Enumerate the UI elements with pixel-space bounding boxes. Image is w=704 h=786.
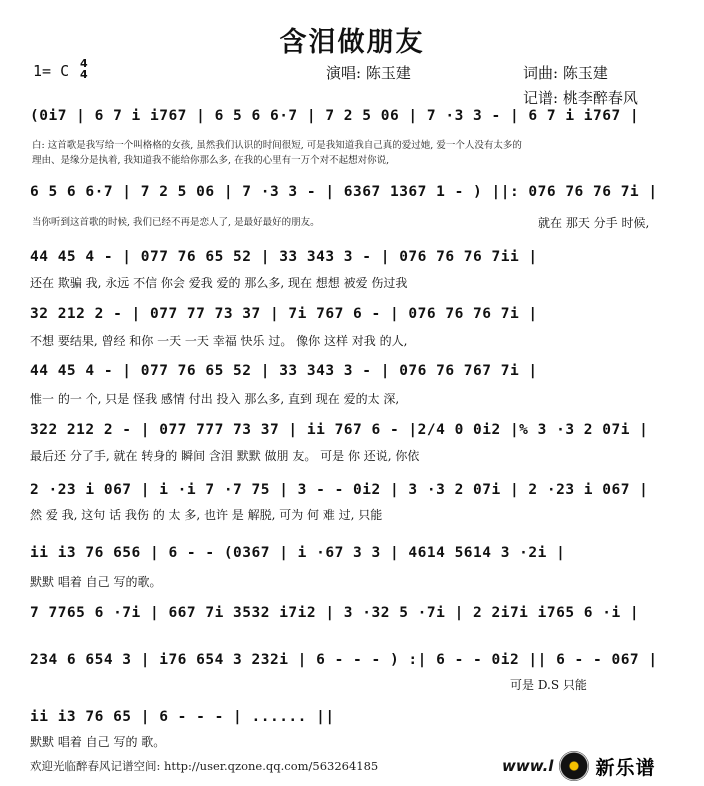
notation-line-5: 44 45 4 - | 077 76 65 52 | 33 343 3 - | 076 76 767 7i | [30,363,538,379]
lyrics-line-2: 就在 那天 分手 时候, [538,216,650,230]
key-signature: 1= C [33,62,70,80]
lyrics-line-7: 然 爱 我, 这句 话 我伤 的 太 多, 也许 是 解脱, 可为 何 难 过, 只能 [30,508,383,522]
narration-line-2: 理由、是缘分是执着, 我知道我不能给你那么多, 在我的心里有一万个对不起想对你说, [32,155,390,166]
notation-line-4: 32 212 2 - | 077 77 73 37 | 7i 767 6 - | 076 76 76 7i | [30,306,538,322]
song-title: 含泪做朋友 [279,27,425,58]
notation-line-8: ii i3 76 656 | 6 - - (0367 | i ·67 3 3 | 4614 5614 3 ·2i | [30,545,566,561]
notation-line-7: 2 ·23 i 067 | i ·i 7 ·7 75 | 3 - - 0i2 | 3 ·3 2 07i | 2 ·23 i 067 | [30,482,649,498]
transcriber-credit: 记谱: 桃李醉春风 [523,89,638,107]
notation-line-2: 6 5 6 6·7 | 7 2 5 06 | 7 ·3 3 - | 6367 1367 1 - ) ||: 076 76 76 7i | [30,184,658,200]
logo-www-text: www.l [502,757,554,775]
lyrics-line-8: 默默 唱着 自己 写的歌。 [30,575,162,589]
lyrics-line-5: 惟一 的一 个, 只是 怪我 感情 付出 投入 那么多, 直到 现在 爱的太 深, [30,392,400,406]
lyrics-line-6: 最后还 分了手, 就在 转身的 瞬间 含泪 默默 做朋 友。 可是 你 还说, 你依 [30,449,420,463]
lyrics-line-4: 不想 要结果, 曾经 和你 一天 一天 幸福 快乐 过。 像你 这样 对我 的人, [30,334,408,348]
singer-credit: 演唱: 陈玉建 [326,64,411,82]
narration-line-3: 当你听到这首歌的时候, 我们已经不再是恋人了, 是最好最好的朋友。 [32,217,320,228]
composer-credit: 词曲: 陈玉建 [523,64,608,82]
time-signature [80,58,88,80]
footer-link-text: 欢迎光临醉春风记谱空间: http://user.qzone.qq.com/563264185 [30,759,379,773]
notation-line-3: 44 45 4 - | 077 76 65 52 | 33 343 3 - | 076 76 76 7ii | [30,249,538,265]
lyrics-line-11: 默默 唱着 自己 写的 歌。 [30,735,166,749]
logo-brand-text: 新乐谱 [595,756,656,779]
time-signature-bottom: 4 [80,68,88,81]
notation-line-6: 322 212 2 - | 077 777 73 37 | ii 767 6 - |2/4 0 0i2 |% 3 ·3 2 07i | [30,422,649,438]
notation-line-1: (0i7 | 6 7 i i767 | 6 5 6 6·7 | 7 2 5 06 | 7 ·3 3 - | 6 7 i i767 | [30,108,640,124]
time-signature-top: 4 [80,57,88,70]
record-disc-icon [559,751,589,781]
lyrics-line-10: 可是 D.S 只能 [510,678,587,692]
lyrics-line-3: 还在 欺骗 我, 永远 不信 你会 爱我 爱的 那么多, 现在 想想 被爱 伤过我 [30,276,408,290]
site-logo [502,748,655,784]
notation-line-11: ii i3 76 65 | 6 - - - | ...... || [30,709,335,725]
notation-line-10: 234 6 654 3 | i76 654 3 232i | 6 - - - ) :| 6 - - 0i2 || 6 - - 067 | [30,652,658,668]
narration-line-1: 白: 这首歌是我写给一个叫格格的女孩, 虽然我们认识的时间很短, 可是我知道我自己真的爱过她, 爱一个人没有太多的 [32,140,522,151]
notation-line-9: 7 7765 6 ·7i | 667 7i 3532 i7i2 | 3 ·32 5 ·7i | 2 2i7i i765 6 ·i | [30,605,640,621]
